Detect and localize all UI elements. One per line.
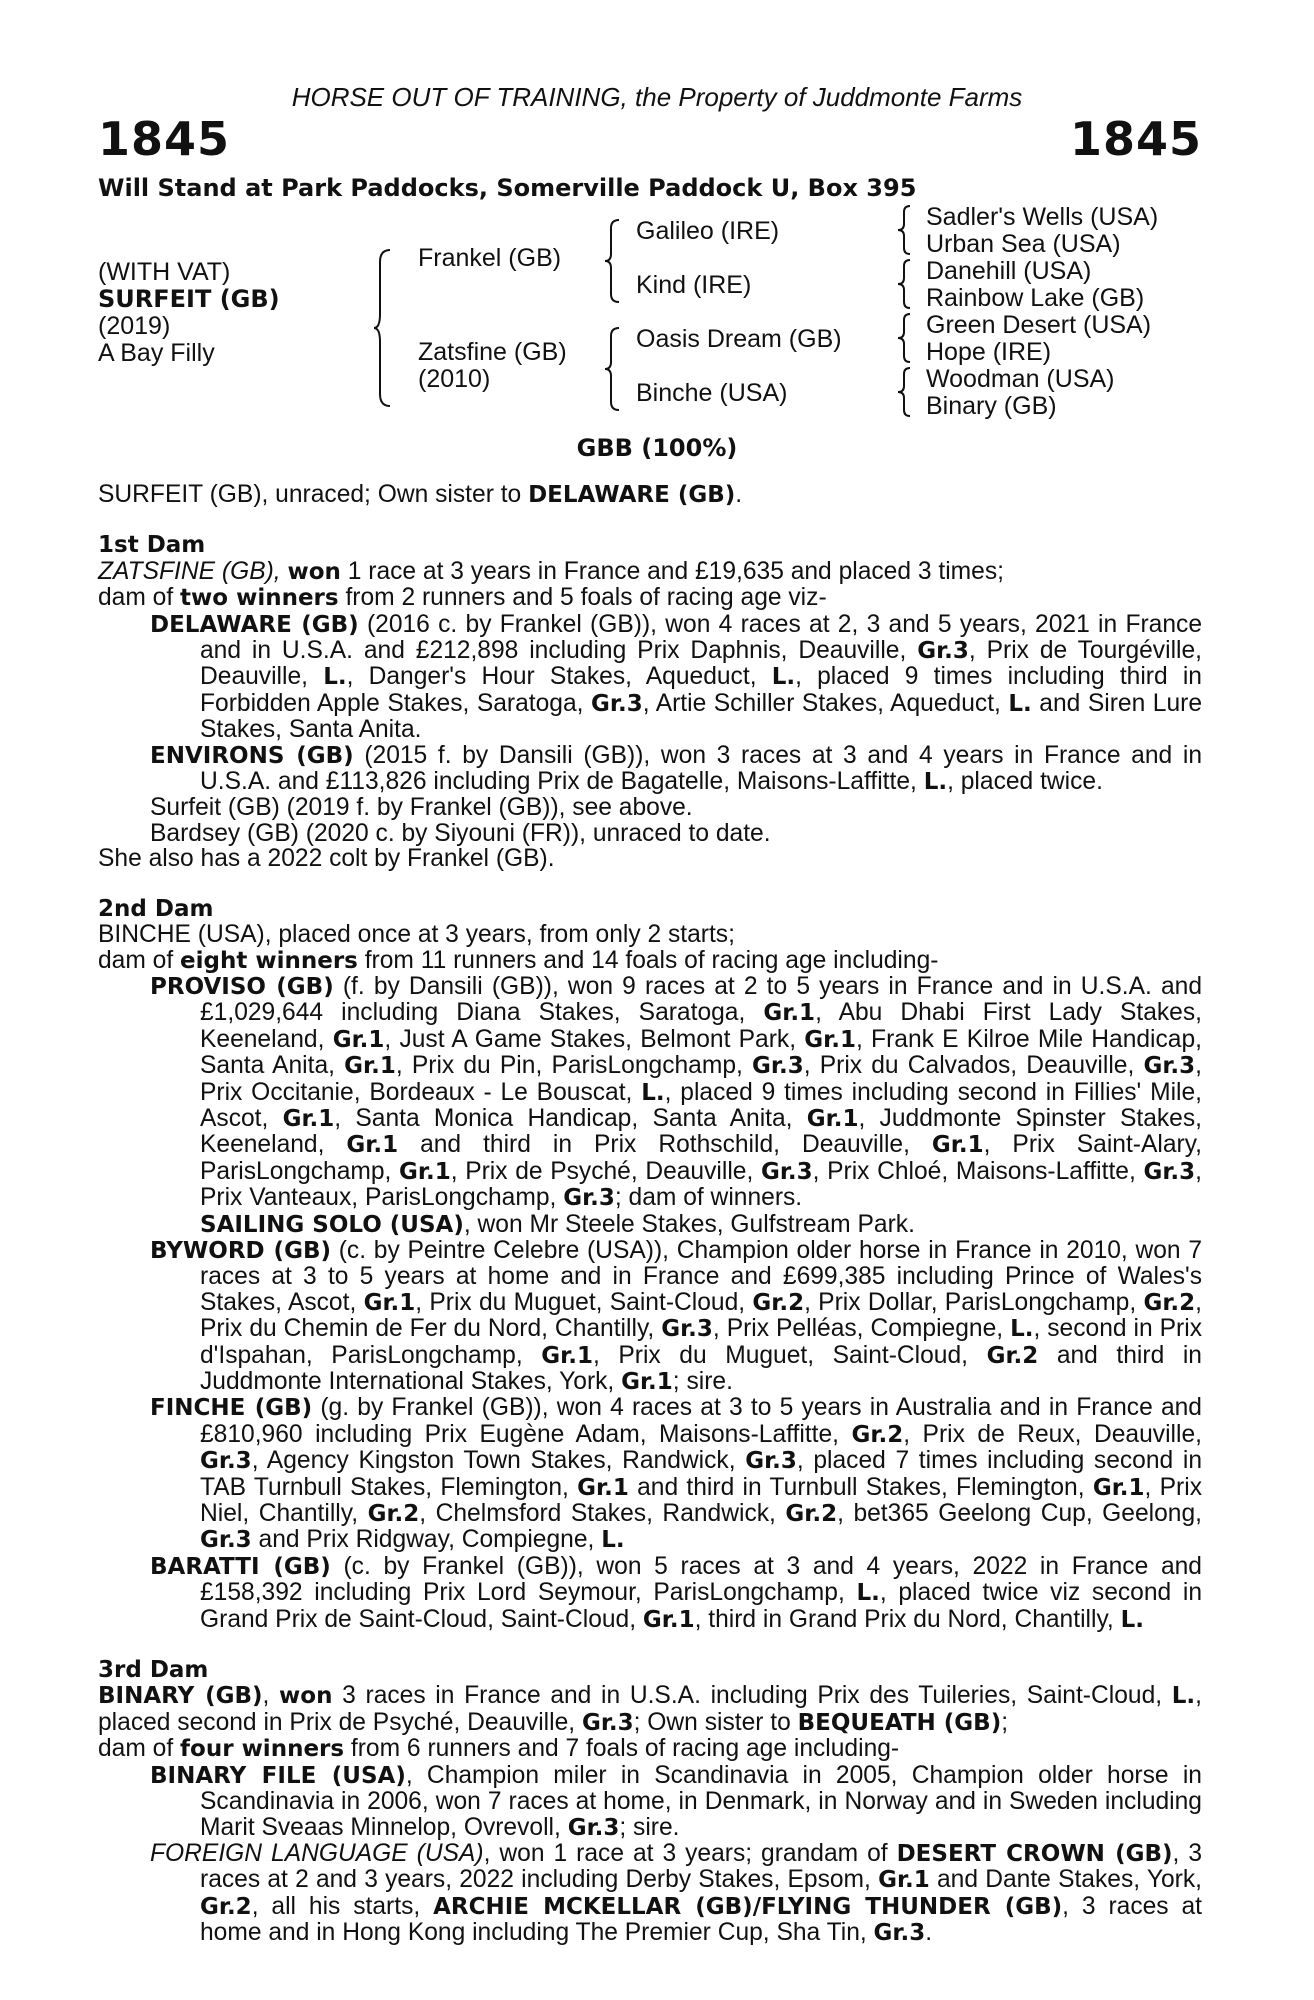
third-dam-line: BINARY (GB), won 3 races in France and in U.S.A. including Prix des Tuileries, Saint-Cloud, L., placed second in Prix de Psyché, Deauville, Gr.3; Own sister to BEQUEATH (GB); xyxy=(98,1682,1203,1736)
produce-sailing-solo: SAILING SOLO (USA), won Mr Steele Stakes, Gulfstream Park. xyxy=(200,1210,915,1238)
produce-proviso: PROVISO (GB) (f. by Dansili (GB)), won 9 races at 2 to 5 years in France and in U.S.A. and £1,029,644 including Diana Stakes, Saratoga, Gr.1, Abu Dhabi First Lady Stakes, Keeneland, Gr.1, Just A Game Stakes, Belmont Park, Gr.1, Frank E Kilroe Mile Handicap, Santa Anita, Gr.1, Prix du Pin, ParisLongchamp, Gr.3, Prix du Calvados, Deauville, Gr.3, Prix Occitanie, Bordeaux - Le Bouscat, L., placed 9 times including second in Fillies' Mile, Ascot, Gr.1, Santa Monica Handicap, Santa Anita, Gr.1, Juddmonte Spinster Stakes, Keeneland, Gr.1 and third in Prix Rothschild, Deauville, Gr.1, Prix Saint-Alary, ParisLongchamp, Gr.1, Prix de Psyché, Deauville, Gr.3, Prix Chloé, Maisons-Laffitte, Gr.3, Prix Vanteaux, ParisLongchamp, Gr.3; dam of winners. xyxy=(150,972,1203,1212)
gen3-1: Sadler's Wells (USA) xyxy=(926,203,1159,231)
brace-gen3-4 xyxy=(896,366,914,418)
dam-dam: Binche (USA) xyxy=(636,379,788,407)
brace-gen3-3 xyxy=(896,312,914,364)
stand-location: Will Stand at Park Paddocks, Somerville Paddock U, Box 395 xyxy=(98,174,917,202)
dam-sire: Oasis Dream (GB) xyxy=(636,325,842,353)
gen3-4: Rainbow Lake (GB) xyxy=(926,284,1145,312)
sire-dam: Kind (IRE) xyxy=(636,271,752,299)
brace-gen3-1 xyxy=(896,204,914,256)
produce-foreign-language: FOREIGN LANGUAGE (USA), won 1 race at 3 years; grandam of DESERT CROWN (GB), 3 races at 2 and 3 years, 2022 including Derby Stakes, Epsom, Gr.1 and Dante Stakes, York, Gr.2, all his starts, ARCHIE MCKELLAR (GB)/FLYING THUNDER (GB), 3 races at home and in Hong Kong including The Premier Cup, Sha Tin, Gr.3. xyxy=(150,1839,1202,1947)
produce-delaware: DELAWARE (GB) (2016 c. by Frankel (GB)), won 4 races at 2, 3 and 5 years, 2021 in France and in U.S.A. and £212,898 including Prix Daphnis, Deauville, Gr.3, Prix de Tourgéville, Deauville, L., Danger's Hour Stakes, Aqueduct, L., placed 9 times including third in Forbidden Apple Stakes, Saratoga, Gr.3, Artie Schiller Stakes, Aqueduct, L. and Siren Lure Stakes, Santa Anita. xyxy=(150,610,1203,744)
dam-year: (2010) xyxy=(418,365,491,393)
produce-binary-file: BINARY FILE (USA), Champion miler in Scandinavia in 2005, Champion older horse in Scandinavia in 2006, won 7 races at home, in Denmark, in Norway and in Sweden including Marit Sveaas Minnelop, Ovrevoll, Gr.3; sire. xyxy=(150,1761,1202,1841)
intro-line: SURFEIT (GB), unraced; Own sister to DELAWARE (GB). xyxy=(98,481,743,508)
sire-sire: Galileo (IRE) xyxy=(636,217,780,245)
brace-gen3-2 xyxy=(896,258,914,310)
third-dam-heading: 3rd Dam xyxy=(98,1657,209,1684)
gen3-7: Woodman (USA) xyxy=(926,365,1115,393)
first-dam-line: ZATSFINE (GB), won 1 race at 3 years in France and £19,635 and placed 3 times; xyxy=(98,557,1004,585)
horse-description: A Bay Filly xyxy=(98,339,215,367)
produce-byword: BYWORD (GB) (c. by Peintre Celebre (USA)), Champion older horse in France in 2010, won 7 races at 3 to 5 years at home and in France and £699,385 including Prince of Wales's Stakes, Ascot, Gr.1, Prix du Muguet, Saint-Cloud, Gr.2, Prix Dollar, ParisLongchamp, Gr.2, Prix du Chemin de Fer du Nord, Chantilly, Gr.3, Prix Pelléas, Compiegne, L., second in Prix d'Ispahan, ParisLongchamp, Gr.1, Prix du Muguet, Saint-Cloud, Gr.2 and third in Juddmonte International Stakes, York, Gr.1; sire. xyxy=(150,1236,1203,1395)
dam-brace xyxy=(603,326,623,412)
dam-name: Zatsfine (GB) xyxy=(418,338,567,366)
dosage-code: GBB (100%) xyxy=(576,434,738,462)
gen3-8: Binary (GB) xyxy=(926,392,1057,420)
gen3-2: Urban Sea (USA) xyxy=(926,230,1121,258)
vat-note: (WITH VAT) xyxy=(98,258,231,286)
first-dam-heading: 1st Dam xyxy=(98,532,206,559)
sire-brace xyxy=(603,218,623,304)
first-dam-also: She also has a 2022 colt by Frankel (GB). xyxy=(98,845,555,873)
produce-bardsey: Bardsey (GB) (2020 c. by Siyouni (FR)), unraced to date. xyxy=(150,819,771,847)
first-dam-produce-line: dam of two winners from 2 runners and 5 foals of racing age viz- xyxy=(98,584,827,612)
second-dam-line: BINCHE (USA), placed once at 3 years, from only 2 starts; xyxy=(98,921,735,949)
produce-environs: ENVIRONS (GB) (2015 f. by Dansili (GB)), won 3 races at 3 and 4 years in France and in U.S.A. and £113,826 including Prix de Bagatelle, Maisons-Laffitte, L., placed twice. xyxy=(150,741,1202,796)
third-dam-produce-line: dam of four winners from 6 runners and 7 foals of racing age including- xyxy=(98,1735,900,1763)
produce-surfeit: Surfeit (GB) (2019 f. by Frankel (GB)), see above. xyxy=(150,794,693,822)
produce-finche: FINCHE (GB) (g. by Frankel (GB)), won 4 races at 3 to 5 years in Australia and in France and £810,960 including Prix Eugène Adam, Maisons-Laffitte, Gr.2, Prix de Reux, Deauville, Gr.3, Agency Kingston Town Stakes, Randwick, Gr.3, placed 7 times including second in TAB Turnbull Stakes, Flemington, Gr.1 and third in Turnbull Stakes, Flemington, Gr.1, Prix Niel, Chantilly, Gr.2, Chelmsford Stakes, Randwick, Gr.2, bet365 Geelong Cup, Geelong, Gr.3 and Prix Ridgway, Compiegne, L. xyxy=(150,1394,1202,1554)
sire-name: Frankel (GB) xyxy=(418,244,562,272)
pedigree-brace-large xyxy=(372,248,394,408)
gen3-6: Hope (IRE) xyxy=(926,338,1052,366)
second-dam-produce-line: dam of eight winners from 11 runners and 14 foals of racing age including- xyxy=(98,946,939,974)
gen3-5: Green Desert (USA) xyxy=(926,311,1152,339)
produce-baratti: BARATTI (GB) (c. by Frankel (GB)), won 5 races at 3 and 4 years, 2022 in France and £158,392 including Prix Lord Seymour, ParisLongchamp, L., placed twice viz second in Grand Prix de Saint-Cloud, Saint-Cloud, Gr.1, third in Grand Prix du Nord, Chantilly, L. xyxy=(150,1552,1203,1633)
horse-year: (2019) xyxy=(98,312,171,340)
catalogue-body xyxy=(98,482,1202,1947)
page-header: HORSE OUT OF TRAINING, the Property of Juddmonte Farms xyxy=(291,82,1023,112)
gen3-3: Danehill (USA) xyxy=(926,257,1092,285)
second-dam-heading: 2nd Dam xyxy=(98,895,214,922)
lot-number-right: 1845 xyxy=(1069,112,1202,166)
horse-name: SURFEIT (GB) xyxy=(98,285,280,313)
lot-number-left: 1845 xyxy=(98,112,231,166)
